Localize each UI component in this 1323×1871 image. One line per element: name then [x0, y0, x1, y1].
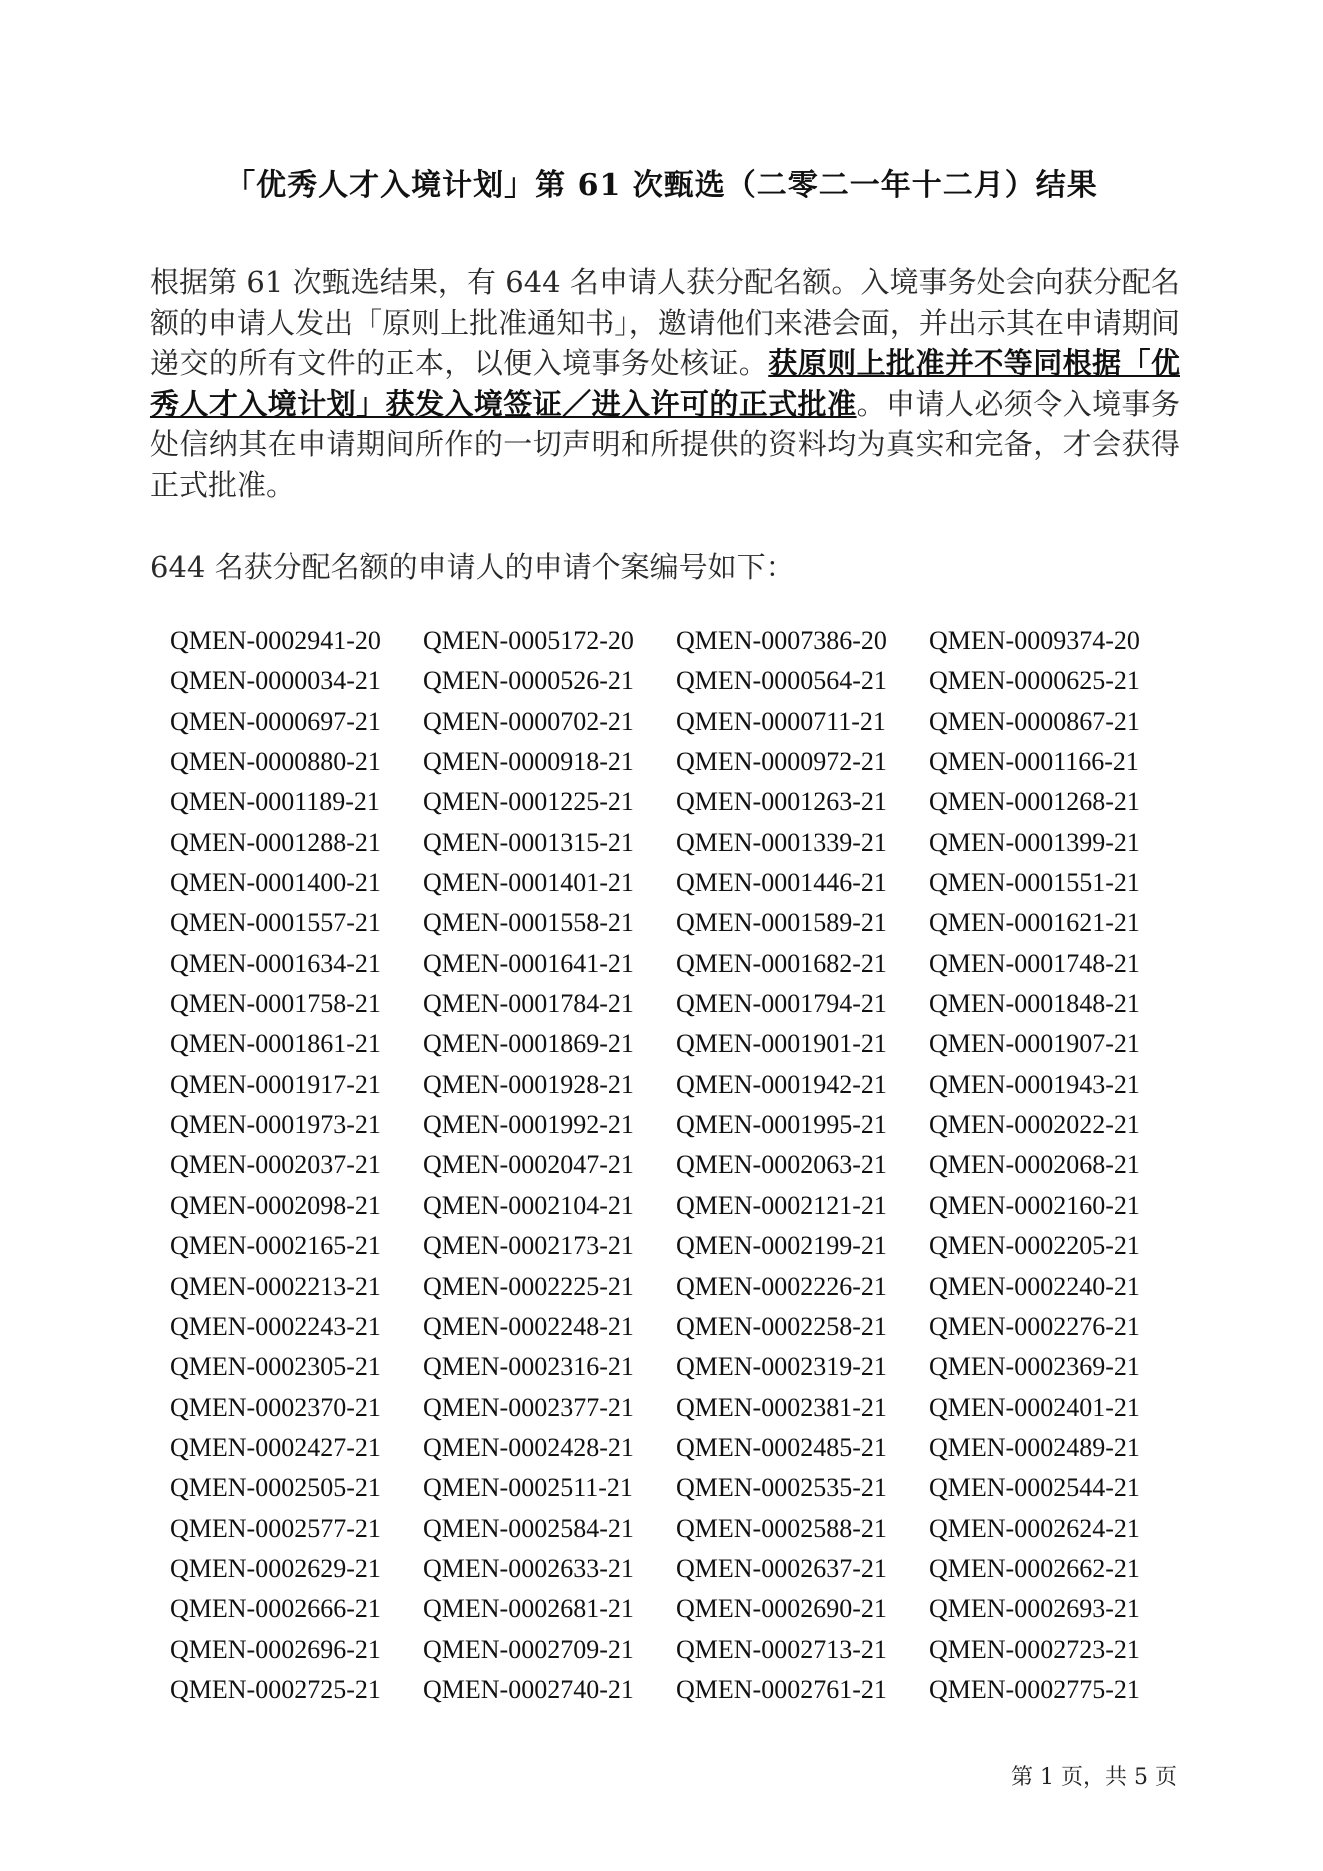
case-number: QMEN-0002240-21	[929, 1271, 1140, 1301]
case-number: QMEN-0002709-21	[423, 1634, 634, 1664]
case-number: QMEN-0001166-21	[929, 747, 1139, 777]
case-number: QMEN-0002485-21	[676, 1432, 887, 1462]
case-number: QMEN-0001907-21	[929, 1029, 1140, 1059]
case-number: QMEN-0002205-21	[929, 1231, 1140, 1261]
case-number-grid	[170, 627, 1182, 1716]
case-number: QMEN-0001621-21	[929, 908, 1140, 938]
case-number: QMEN-0001589-21	[676, 908, 887, 938]
case-number: QMEN-0000867-21	[929, 706, 1140, 736]
page-title: 「优秀人才入境计划」第 61 次甄选（二零二一年十二月）结果	[225, 168, 1098, 203]
intro-paragraph	[150, 262, 1180, 505]
case-number: QMEN-0000625-21	[929, 666, 1140, 696]
case-number: QMEN-0002022-21	[929, 1110, 1140, 1140]
case-number: QMEN-0002505-21	[170, 1473, 381, 1503]
case-number: QMEN-0001189-21	[170, 787, 380, 817]
case-number: QMEN-0002248-21	[423, 1311, 634, 1341]
case-number: QMEN-0001794-21	[676, 989, 887, 1019]
case-number: QMEN-0001401-21	[423, 868, 634, 898]
case-number: QMEN-0000880-21	[170, 747, 381, 777]
case-number: QMEN-0001748-21	[929, 948, 1140, 978]
case-number: QMEN-0001973-21	[170, 1110, 381, 1140]
case-number: QMEN-0002121-21	[676, 1190, 887, 1220]
case-number: QMEN-0002713-21	[676, 1634, 887, 1664]
page-footer: 第 1 页，共 5 页	[1011, 1765, 1177, 1790]
case-number: QMEN-0000697-21	[170, 706, 381, 736]
case-number: QMEN-0002377-21	[423, 1392, 634, 1422]
case-number: QMEN-0001634-21	[170, 948, 381, 978]
case-number: QMEN-0002098-21	[170, 1190, 381, 1220]
case-number: QMEN-0005172-20	[423, 626, 634, 655]
intro-text-part2: 。申请人必须令入境事务处信纳其在申请期间所作的一切声明和所提供的资料均为真实和完备，才会获得正式批准。	[150, 386, 1180, 502]
case-number: QMEN-0001400-21	[170, 868, 381, 898]
case-number: QMEN-0001288-21	[170, 827, 381, 857]
case-number: QMEN-0002225-21	[423, 1271, 634, 1301]
case-number: QMEN-0002662-21	[929, 1553, 1140, 1583]
case-number: QMEN-0001339-21	[676, 827, 887, 857]
case-number: QMEN-0002068-21	[929, 1150, 1140, 1180]
case-number: QMEN-0001942-21	[676, 1069, 887, 1099]
case-number: QMEN-0002047-21	[423, 1150, 634, 1180]
case-number: QMEN-0002063-21	[676, 1150, 887, 1180]
case-number: QMEN-0002544-21	[929, 1473, 1140, 1503]
case-number: QMEN-0001399-21	[929, 827, 1140, 857]
case-number: QMEN-0001901-21	[676, 1029, 887, 1059]
case-number: QMEN-0002401-21	[929, 1392, 1140, 1422]
case-number: QMEN-0001995-21	[676, 1110, 887, 1140]
case-number: QMEN-0001558-21	[423, 908, 634, 938]
case-number: QMEN-0001263-21	[676, 787, 887, 817]
case-number: QMEN-0002725-21	[170, 1674, 381, 1704]
case-number: QMEN-0000564-21	[676, 666, 887, 696]
case-number: QMEN-0002577-21	[170, 1513, 381, 1543]
intro-text-part1: 根据第 61 次甄选结果，有 644 名申请人获分配名额。入境事务处会向获分配名额的申请人发出「原则上批准通知书」，邀请他们来港会面，并出示其在申请期间递交的所有文件的正本，以便入境事务处核证。	[150, 265, 1180, 380]
case-number: QMEN-0002624-21	[929, 1513, 1140, 1543]
case-number: QMEN-0009374-20	[929, 626, 1140, 655]
case-number: QMEN-0002690-21	[676, 1594, 887, 1624]
case-number: QMEN-0002629-21	[170, 1553, 381, 1583]
case-number: QMEN-0001225-21	[423, 787, 634, 817]
intro-emphasis-text: 获原则上批准并不等同根据「优秀人才入境计划」获发入境签证／进入许可的正式批准	[150, 346, 1180, 421]
case-number: QMEN-0002319-21	[676, 1352, 887, 1382]
case-number: QMEN-0002941-20	[170, 626, 381, 655]
case-number: QMEN-0002666-21	[170, 1594, 381, 1624]
case-number: QMEN-0001869-21	[423, 1029, 634, 1059]
case-number: QMEN-0001917-21	[170, 1069, 381, 1099]
case-number: QMEN-0001268-21	[929, 787, 1140, 817]
case-number: QMEN-0002160-21	[929, 1190, 1140, 1220]
case-number: QMEN-0002511-21	[423, 1473, 633, 1503]
case-number: QMEN-0002489-21	[929, 1432, 1140, 1462]
case-number: QMEN-0002588-21	[676, 1513, 887, 1543]
case-number: QMEN-0002305-21	[170, 1352, 381, 1382]
case-number: QMEN-0001943-21	[929, 1069, 1140, 1099]
case-number: QMEN-0002427-21	[170, 1432, 381, 1462]
case-number: QMEN-0002258-21	[676, 1311, 887, 1341]
case-number: QMEN-0002276-21	[929, 1311, 1140, 1341]
case-number: QMEN-0007386-20	[676, 626, 887, 655]
case-number: QMEN-0000034-21	[170, 666, 381, 696]
case-number: QMEN-0002226-21	[676, 1271, 887, 1301]
case-number: QMEN-0002316-21	[423, 1352, 634, 1382]
case-number: QMEN-0002173-21	[423, 1231, 634, 1261]
case-number: QMEN-0001848-21	[929, 989, 1140, 1019]
case-number: QMEN-0002740-21	[423, 1674, 634, 1704]
case-number: QMEN-0002213-21	[170, 1271, 381, 1301]
case-number: QMEN-0001315-21	[423, 827, 634, 857]
case-number: QMEN-0002535-21	[676, 1473, 887, 1503]
case-number: QMEN-0001758-21	[170, 989, 381, 1019]
case-number: QMEN-0002693-21	[929, 1594, 1140, 1624]
case-number: QMEN-0002037-21	[170, 1150, 381, 1180]
case-number: QMEN-0002637-21	[676, 1553, 887, 1583]
case-number: QMEN-0002633-21	[423, 1553, 634, 1583]
case-number: QMEN-0002104-21	[423, 1190, 634, 1220]
case-number: QMEN-0001557-21	[170, 908, 381, 938]
case-number: QMEN-0000972-21	[676, 747, 887, 777]
case-number: QMEN-0001784-21	[423, 989, 634, 1019]
case-number: QMEN-0001928-21	[423, 1069, 634, 1099]
case-number: QMEN-0002723-21	[929, 1634, 1140, 1664]
case-number: QMEN-0002428-21	[423, 1432, 634, 1462]
case-number: QMEN-0002369-21	[929, 1352, 1140, 1382]
case-number: QMEN-0001992-21	[423, 1110, 634, 1140]
case-number: QMEN-0001861-21	[170, 1029, 381, 1059]
case-number: QMEN-0000918-21	[423, 747, 634, 777]
case-number: QMEN-0000702-21	[423, 706, 634, 736]
case-list-intro: 644 名获分配名额的申请人的申请个案编号如下：	[150, 550, 795, 584]
case-number: QMEN-0002681-21	[423, 1594, 634, 1624]
case-number: QMEN-0000526-21	[423, 666, 634, 696]
case-number: QMEN-0002370-21	[170, 1392, 381, 1422]
case-number: QMEN-0002165-21	[170, 1231, 381, 1261]
case-number: QMEN-0002243-21	[170, 1311, 381, 1341]
case-number: QMEN-0002696-21	[170, 1634, 381, 1664]
case-number: QMEN-0002775-21	[929, 1674, 1140, 1704]
case-number: QMEN-0001446-21	[676, 868, 887, 898]
case-number: QMEN-0002584-21	[423, 1513, 634, 1543]
case-number: QMEN-0002199-21	[676, 1231, 887, 1261]
case-number: QMEN-0002761-21	[676, 1674, 887, 1704]
case-number: QMEN-0000711-21	[676, 706, 886, 736]
case-number: QMEN-0002381-21	[676, 1392, 887, 1422]
case-number: QMEN-0001641-21	[423, 948, 634, 978]
case-number: QMEN-0001682-21	[676, 948, 887, 978]
case-number: QMEN-0001551-21	[929, 868, 1140, 898]
